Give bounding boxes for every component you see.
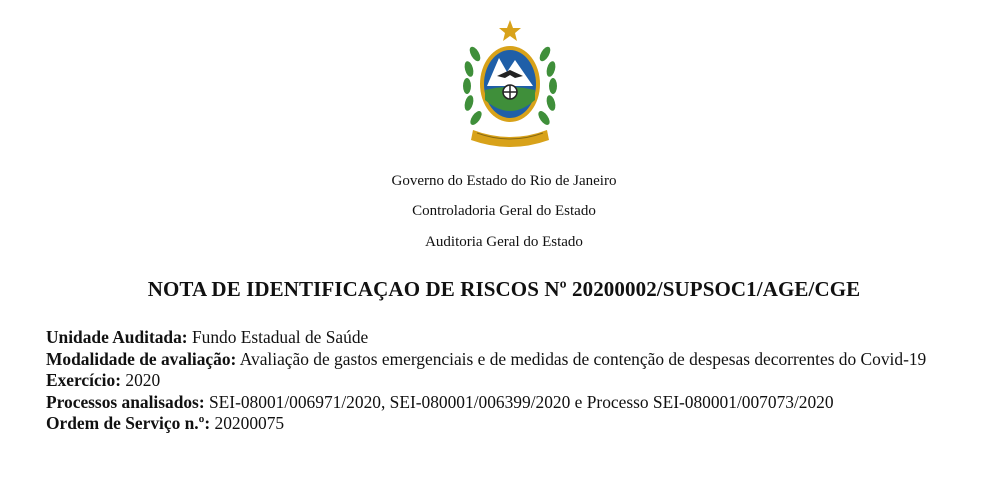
audit-name: Auditoria Geral do Estado <box>425 234 583 250</box>
controller-name: Controladoria Geral do Estado <box>412 203 596 219</box>
audited-unit-line <box>46 327 976 349</box>
modality-line <box>46 349 976 371</box>
service-order-line <box>46 413 976 435</box>
fiscal-year-value: 2020 <box>125 370 161 390</box>
audited-unit-label: Unidade Auditada: <box>46 327 188 347</box>
audit-details <box>46 327 976 435</box>
processes-label: Processos analisados: <box>46 391 205 412</box>
modality-label: Modalidade de avaliação: <box>46 348 237 369</box>
government-name: Governo do Estado do Rio de Janeiro <box>391 173 617 189</box>
processes-value: SEI-08001/006971/2020, SEI-080001/006399/2020 e Processo SEI-080001/007073/2020 <box>208 391 834 412</box>
service-order-label: Ordem de Serviço n.º: <box>46 413 211 433</box>
document-title: NOTA DE IDENTIFICAÇAO DE RISCOS Nº 20200002/SUPSOC1/AGE/CGE <box>147 277 861 301</box>
processes-line <box>46 392 976 414</box>
audited-unit-value: Fundo Estadual de Saúde <box>191 327 369 347</box>
modality-value: Avaliação de gastos emergenciais e de medidas de contenção de despesas decorrentes do Covid-19 <box>239 348 927 369</box>
fiscal-year-line <box>46 370 976 392</box>
service-order-value: 20200075 <box>214 413 285 433</box>
fiscal-year-label: Exercício: <box>46 370 122 390</box>
rio-de-janeiro-coat-of-arms-icon <box>455 14 565 154</box>
